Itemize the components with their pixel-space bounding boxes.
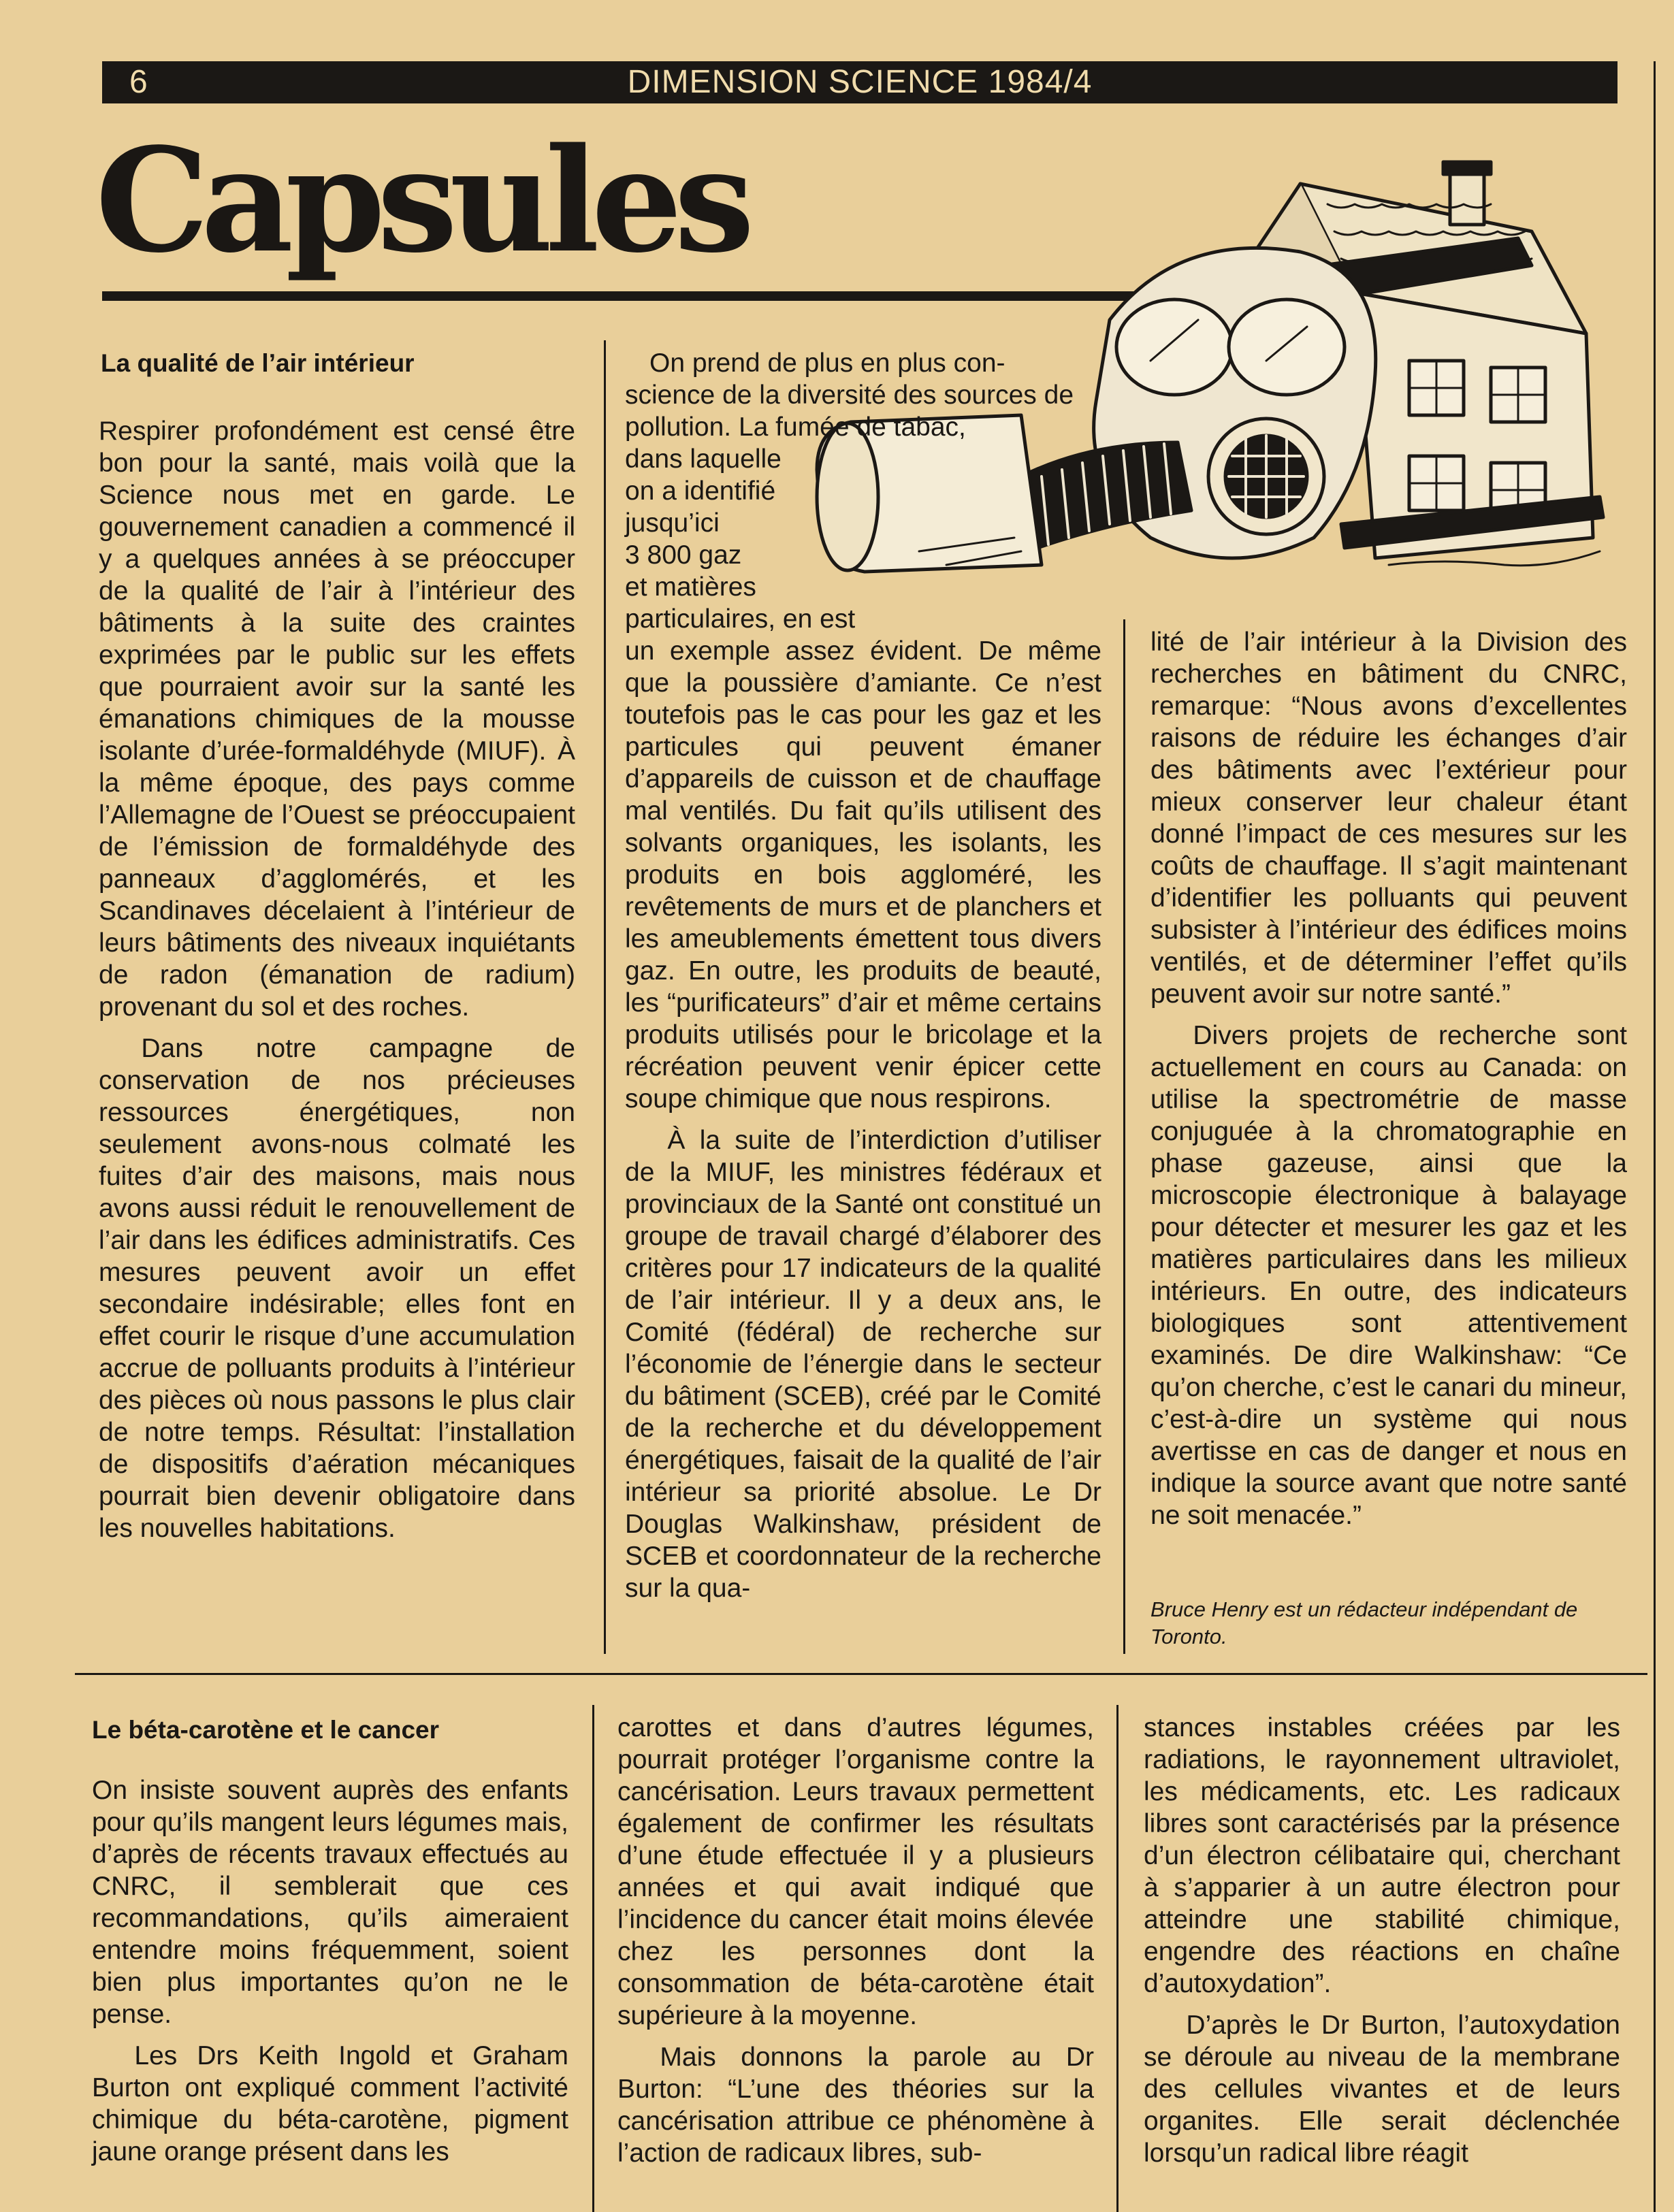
text-line: On prend de plus en plus con- — [649, 348, 1005, 378]
paragraph: D’après le Dr Burton, l’autoxydation se déroule au niveau de la membrane des cellules vivantes et de leurs organites. Elle serait déclenchée lorsqu’un radical libre réagit — [1144, 2011, 1620, 2168]
paragraph: Respirer profondément est censé être bon pour la santé, mais voilà que la Science nous met en garde. Le gouvernement canadien a commencé il y a quelques années à se préoccuper de la qualité de l’air à l’intérieur des bâtiments à la suite des craintes exprimées par le public sur les effets que pourraient avoir sur la santé les émanations chimiques de la mousse isolante d’urée-formaldéhyde (MIUF). À la même époque, des pays comme l’Allemagne de l’Ouest se préoccupaient de l’émission de formaldéhyde des panneaux d’agglomérés, et les Scandinaves décelaient à l’intérieur de leurs bâtiments des niveaux inquiétants de radon (émanation de radium) provenant du sol et des roches. — [99, 417, 575, 1022]
paragraph: Mais donnons la parole au Dr Burton: “L’une des théories sur la cancérisation attribue ce phénomène à l’action de radicaux libres, sub- — [617, 2043, 1094, 2168]
running-header — [102, 61, 1617, 103]
page-edge-rule — [1654, 61, 1656, 2212]
text-line: dans laquelle — [625, 444, 782, 474]
paragraph: Dans notre campagne de conservation de nos précieuses ressources énergétiques, non seulement avons-nous colmaté les fuites d’air des maisons, mais nous avons aussi réduit le renouvellement de l’air dans les édifices administratifs. Ces mesures peuvent avoir un effet secondaire indésirable; elles font en effet courir le risque d’une accumulation accrue de polluants produits à l’intérieur des pièces où nous passons le plus clair de notre temps. Résultat: l’installation de dispositifs d’aération mécaniques pourrait bien devenir obligatoire dans les nouvelles habitations. — [99, 1034, 575, 1543]
paragraph: carottes et dans d’autres légumes, pourrait protéger l’organisme contre la cancérisation. Leurs travaux permettent également de confirmer les résultats d’une étude effectuée il y a plusieurs années et qui avait indiqué que l’incidence du cancer était moins élevée chez les personnes dont la consommation de béta-carotène était supérieure à la moyenne. — [617, 1713, 1094, 2030]
paragraph: À la suite de l’interdiction d’utiliser de la MIUF, les ministres fédéraux et provinciaux de la Santé ont constitué un groupe de travail chargé d’élaborer des critères pour 17 indicateurs de la qualité de l’air intérieur. Il y a deux ans, le Comité (fédéral) de recherche sur l’économie de l’énergie dans le secteur du bâtiment (SCEB), créé par le Comité de la recherche et du développement énergétiques, faisait de la qualité de l’air intérieur sa priorité absolue. Le Dr Douglas Walkinshaw, président de SCEB et coordonnateur de la recherche sur la qua- — [625, 1126, 1101, 1603]
paragraph: Les Drs Keith Ingold et Graham Burton ont expliqué comment l’activité chimique du béta-carotène, pigment jaune orange présent dans les — [92, 2041, 568, 2166]
text-line: pollution. La fumée de tabac, — [625, 412, 966, 442]
text-line: particulaires, en est — [625, 604, 856, 634]
publication-title: DIMENSION SCIENCE 1984/4 — [627, 64, 1093, 100]
article-column-2 — [617, 1712, 1094, 2179]
text-line: 3 800 gaz — [625, 540, 742, 570]
section-divider — [75, 1673, 1647, 1675]
text-line: on a identifié — [625, 476, 776, 506]
paragraph: un exemple assez évident. De même que la poussière d’amiante. Ce n’est toutefois pas le cas pour les gaz et les particules qui peuvent émaner d’appareils de cuisson et de chauffage mal ventilés. Du fait qu’ils utilisent des solvants organiques, les isolants, les produits en bois aggloméré, les revêtements de murs et de planchers et les ameublements émettent tous divers gaz. En outre, les produits de beauté, les “purificateurs” d’air et même certains produits utilisés pour le bricolage et la récréation peuvent venir épicer cette soupe chimique que nous respirons. — [625, 636, 1101, 1113]
article-heading: La qualité de l’air intérieur — [101, 349, 415, 377]
paragraph: Divers projets de recherche sont actuellement en cours au Canada: on utilise la spectrométrie de masse conjuguée à la chromatographie en phase gazeuse, ainsi que la microscopie électronique à balayage pour détecter et mesurer les gaz et les matières particulaires dans les milieux intérieurs. En outre, des indicateurs biologiques sont attentivement examinés. De dire Walkinshaw: “Ce qu’on cherche, c’est le canari du mineur, c’est-à-dire un système qui nous avertisse en cas de danger et nous en indique la source avant que notre santé ne soit menacée.” — [1150, 1021, 1627, 1530]
author-byline: Bruce Henry est un rédacteur indépendant de Toronto. — [1150, 1597, 1578, 1648]
article-column-3 — [1150, 626, 1627, 1541]
column-divider — [604, 340, 606, 1654]
text-line: science de la diversité des sources de — [625, 380, 1074, 410]
page-number: 6 — [129, 64, 148, 100]
column-divider — [1116, 1705, 1118, 2212]
paragraph: lité de l’air intérieur à la Division des recherches en bâtiment du CNRC, remarque: “Nous avons d’excellentes raisons de réduire les échanges d’air des bâtiments avec l’extérieur pour mieux conserver leur chaleur étant donné l’impact de ces mesures sur les coûts de chauffage. Il s’agit maintenant d’identifier les polluants qui peuvent subsister à l’intérieur des édifices moins ventilés, et de déterminer l’effet qu’ils peuvent avoir sur notre santé.” — [1150, 628, 1627, 1009]
column-divider — [1123, 619, 1125, 1654]
article-column-1 — [92, 1774, 568, 2177]
section-title: Capsules — [95, 116, 747, 284]
column-divider — [592, 1705, 594, 2212]
article-column-2-wrap — [625, 347, 1101, 635]
article-heading: Le béta-carotène et le cancer — [92, 1716, 439, 1744]
paragraph: stances instables créées par les radiations, le rayonnement ultraviolet, les médicaments, etc. Les radicaux libres sont caractérisés par la présence d’un électron célibataire qui, cherchant à s’apparier à un autre électron pour atteindre une stabilité chimique, engendre des réactions en chaîne d’autoxydation”. — [1144, 1713, 1620, 1998]
paragraph: On insiste souvent auprès des enfants pour qu’ils mangent leurs légumes mais, d’après de récents travaux effectués au CNRC, il semblerait que ces recommandations, qu’ils aimeraient entendre moins fréquemment, soient bien plus importantes qu’on ne le pense. — [92, 1776, 568, 2029]
text-line: et matières — [625, 572, 756, 602]
article-column-1 — [99, 415, 575, 1554]
text-line: jusqu’ici — [625, 508, 720, 538]
article-column-2 — [625, 635, 1101, 1614]
article-column-3 — [1144, 1712, 1620, 2179]
